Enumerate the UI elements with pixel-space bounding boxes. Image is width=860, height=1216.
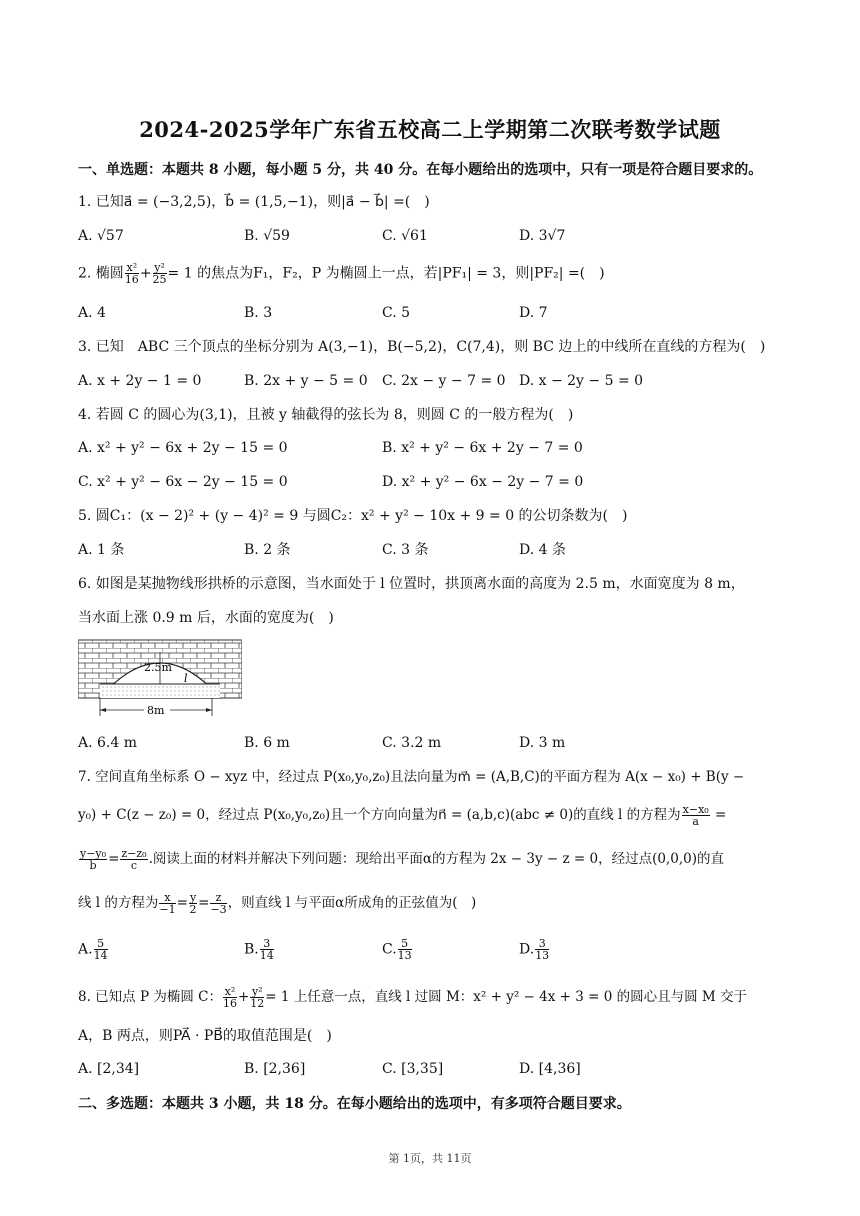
- water-surface: [100, 684, 220, 698]
- q7-line4-eq1: =: [176, 895, 188, 911]
- q2-fraction-y: [153, 262, 167, 285]
- q7-option-b-num: 3: [260, 938, 274, 950]
- question-6-stem-line1: 6. 如图是某抛物线形拱桥的示意图，当水面处于 l 位置时，拱顶离水面的高度为 2.5 m，水面宽度为 8 m，: [78, 576, 745, 592]
- q8-frac-x: [223, 986, 237, 1009]
- q3-option-a: A. x + 2y − 1 = 0: [78, 373, 202, 389]
- q7-line4-suffix: ，则直线 l 与平面α所成角的正弦值为( ): [227, 895, 477, 911]
- water-label-l: l: [184, 672, 188, 685]
- q7-option-a-num: 5: [94, 938, 108, 950]
- q8-option-c: C. [3,35]: [382, 1061, 444, 1077]
- q7-line-frac-z-num: z: [210, 892, 226, 904]
- q4-option-b: B. x² + y² − 6x + 2y − 7 = 0: [382, 440, 583, 456]
- q7-option-d-letter: D.: [519, 941, 535, 958]
- q2-option-c: C. 5: [382, 305, 411, 321]
- q7-line3-eq: =: [108, 851, 120, 867]
- q5-option-a: A. 1 条: [78, 542, 125, 558]
- q2-frac2-numerator: y²: [154, 261, 165, 274]
- height-label: 2.5m: [144, 661, 172, 674]
- q7-frac-x-num: x−x₀: [682, 803, 709, 816]
- q8-option-a: A. [2,34]: [78, 1061, 140, 1077]
- question-8-line1: [78, 986, 747, 1009]
- q7-option-a: [78, 938, 109, 961]
- q1-option-d: D. 3√7: [519, 228, 566, 244]
- q2-frac1-denominator: 16: [124, 273, 139, 286]
- q5-option-b: B. 2 条: [244, 542, 291, 558]
- q7-option-d-den: 13: [535, 949, 550, 962]
- q7-option-c: [382, 938, 413, 961]
- q7-line3-text: .阅读上面的材料并解决下列问题：现给出平面α的方程为 2x − 3y − z = 0，经过点(0,0,0)的直: [148, 851, 724, 867]
- q7-option-d-num: 3: [535, 938, 549, 950]
- q6-option-d: D. 3 m: [519, 735, 566, 751]
- q7-line-frac-y-den: 2: [189, 903, 197, 916]
- q7-frac-y-num: y−y₀: [80, 847, 107, 860]
- q8-option-d: D. [4,36]: [519, 1061, 581, 1077]
- q8-frac-y-den: 12: [250, 997, 265, 1010]
- question-4-stem: 4. 若圆 C 的圆心为(3,1)，且被 y 轴截得的弦长为 8，则圆 C 的一般方程为( ): [78, 407, 574, 423]
- q2-fraction-x: [125, 262, 139, 285]
- q1-option-b: B. √59: [244, 228, 290, 244]
- q3-option-b: B. 2x + y − 5 = 0: [244, 373, 368, 389]
- q7-line-frac-y-num: y: [189, 891, 197, 904]
- q7-option-c-fraction: [398, 938, 412, 961]
- q7-frac-y: [79, 848, 107, 871]
- q7-line-frac-z: [210, 892, 226, 915]
- q7-option-d: [519, 938, 550, 961]
- q5-option-d: D. 4 条: [519, 542, 566, 558]
- q2-option-a: A. 4: [78, 305, 106, 321]
- page-title: 2024-2025学年广东省五校高二上学期第二次联考数学试题: [139, 117, 721, 142]
- q7-frac-x: [682, 804, 710, 827]
- section-single-choice-header: 一、单选题：本题共 8 小题，每小题 5 分，共 40 分。在每小题给出的选项中，只有一项是符合题目要求的。: [78, 162, 763, 178]
- q8-plus: +: [237, 989, 250, 1005]
- question-8-line2: A，B 两点，则PA⃗ · PB⃗的取值范围是( ): [78, 1028, 332, 1044]
- question-7-line1: 7. 空间直角坐标系 O − xyz 中，经过点 P(x₀,y₀,z₀)且法向量为m⃗ = (A,B,C)的平面方程为 A(x − x₀) + B(y −: [78, 769, 745, 785]
- q7-option-d-fraction: [535, 938, 549, 961]
- q4-option-a: A. x² + y² − 6x + 2y − 15 = 0: [78, 440, 288, 456]
- q7-frac-z: [120, 848, 147, 871]
- q7-line4-eq2: =: [198, 895, 210, 911]
- q7-frac-y-den: b: [89, 859, 97, 872]
- q7-option-c-den: 13: [397, 949, 412, 962]
- q6-option-c: C. 3.2 m: [382, 735, 442, 751]
- q3-option-d: D. x − 2y − 5 = 0: [519, 373, 644, 389]
- q8-frac-x-den: 16: [222, 997, 237, 1010]
- q7-line-frac-x-num: x: [159, 892, 175, 904]
- q2-option-d: D. 7: [519, 305, 548, 321]
- page-footer: 第 1页，共 11页: [388, 1152, 472, 1165]
- q7-option-b-letter: B.: [244, 941, 259, 958]
- q7-option-a-fraction: [94, 938, 108, 961]
- q7-frac-z-num: z−z₀: [121, 847, 147, 860]
- q7-line2-text: y₀) + C(z − z₀) = 0，经过点 P(x₀,y₀,z₀)且一个方向向量为n⃗ = (a,b,c)(abc ≠ 0)的直线 l 的方程为: [78, 807, 681, 823]
- q4-option-c: C. x² + y² − 6x − 2y − 15 = 0: [78, 474, 288, 490]
- width-label: 8m: [147, 704, 165, 717]
- q7-line-frac-z-den: −3: [210, 903, 227, 916]
- q8-frac-y-num: y²: [251, 985, 263, 998]
- q2-option-b: B. 3: [244, 305, 273, 321]
- q3-option-c: C. 2x − y − 7 = 0: [382, 373, 506, 389]
- q7-option-c-num: 5: [398, 938, 412, 950]
- q5-option-c: C. 3 条: [382, 542, 429, 558]
- q8-frac-x-num: x²: [224, 985, 236, 998]
- q4-option-d: D. x² + y² − 6x − 2y − 7 = 0: [382, 474, 584, 490]
- q2-plus: +: [139, 265, 152, 282]
- question-2-stem: [78, 262, 605, 285]
- q7-line4-prefix: 线 l 的方程为: [78, 895, 159, 911]
- q7-option-b: [244, 938, 275, 961]
- q6-option-b: B. 6 m: [244, 735, 290, 751]
- question-7-line3: [78, 848, 724, 871]
- arch-bridge-figure: [78, 638, 242, 720]
- q7-option-b-fraction: [260, 938, 274, 961]
- q2-stem-prefix: 2. 椭圆: [78, 265, 124, 282]
- q8-frac-y: [250, 986, 264, 1009]
- question-7-line4: [78, 892, 476, 915]
- q8-line1-suffix: = 1 上任意一点，直线 l 过圆 M：x² + y² − 4x + 3 = 0 的圆心且与圆 M 交于: [265, 989, 747, 1005]
- q1-option-a: A. √57: [78, 228, 124, 244]
- question-3-stem: 3. 已知 ABC 三个顶点的坐标分别为 A(3,−1)，B(−5,2)，C(7,4)，则 BC 边上的中线所在直线的方程为( ): [78, 339, 766, 355]
- q2-frac2-denominator: 25: [152, 273, 167, 286]
- arrow-right-icon: [206, 708, 212, 712]
- q7-option-a-den: 14: [93, 949, 108, 962]
- question-6-stem-line2: 当水面上涨 0.9 m 后，水面的宽度为( ): [78, 610, 334, 626]
- q2-stem-suffix: = 1 的焦点为F₁，F₂，P 为椭圆上一点，若|PF₁| = 3，则|PF₂| =( ): [167, 265, 605, 282]
- q2-frac1-numerator: x²: [126, 261, 138, 274]
- q7-option-b-den: 14: [259, 949, 274, 962]
- q7-option-a-letter: A.: [78, 941, 93, 958]
- q8-option-b: B. [2,36]: [244, 1061, 306, 1077]
- question-7-line2: [78, 804, 726, 827]
- q7-option-c-letter: C.: [382, 941, 397, 958]
- q6-option-a: A. 6.4 m: [78, 735, 138, 751]
- q7-frac-z-den: c: [130, 859, 138, 872]
- q7-line-frac-y: [189, 892, 197, 915]
- q7-line-frac-x: [159, 892, 175, 915]
- section-multi-choice-header: 二、多选题：本题共 3 小题，共 18 分。在每小题给出的选项中，有多项符合题目要求。: [78, 1096, 631, 1112]
- q7-line-frac-x-den: −1: [159, 903, 176, 916]
- q8-line1-prefix: 8. 已知点 P 为椭圆 C：: [78, 989, 222, 1005]
- q1-option-c: C. √61: [382, 228, 428, 244]
- q7-frac-x-den: a: [692, 815, 699, 828]
- arrow-left-icon: [100, 708, 106, 712]
- q7-line2-eq: =: [710, 807, 727, 823]
- question-5-stem: 5. 圆C₁：(x − 2)² + (y − 4)² = 9 与圆C₂：x² + y² − 10x + 9 = 0 的公切条数为( ): [78, 508, 628, 524]
- question-1-stem: 1. 已知a⃗ = (−3,2,5)，b⃗ = (1,5,−1)，则|a⃗ − b⃗| =( ): [78, 194, 430, 210]
